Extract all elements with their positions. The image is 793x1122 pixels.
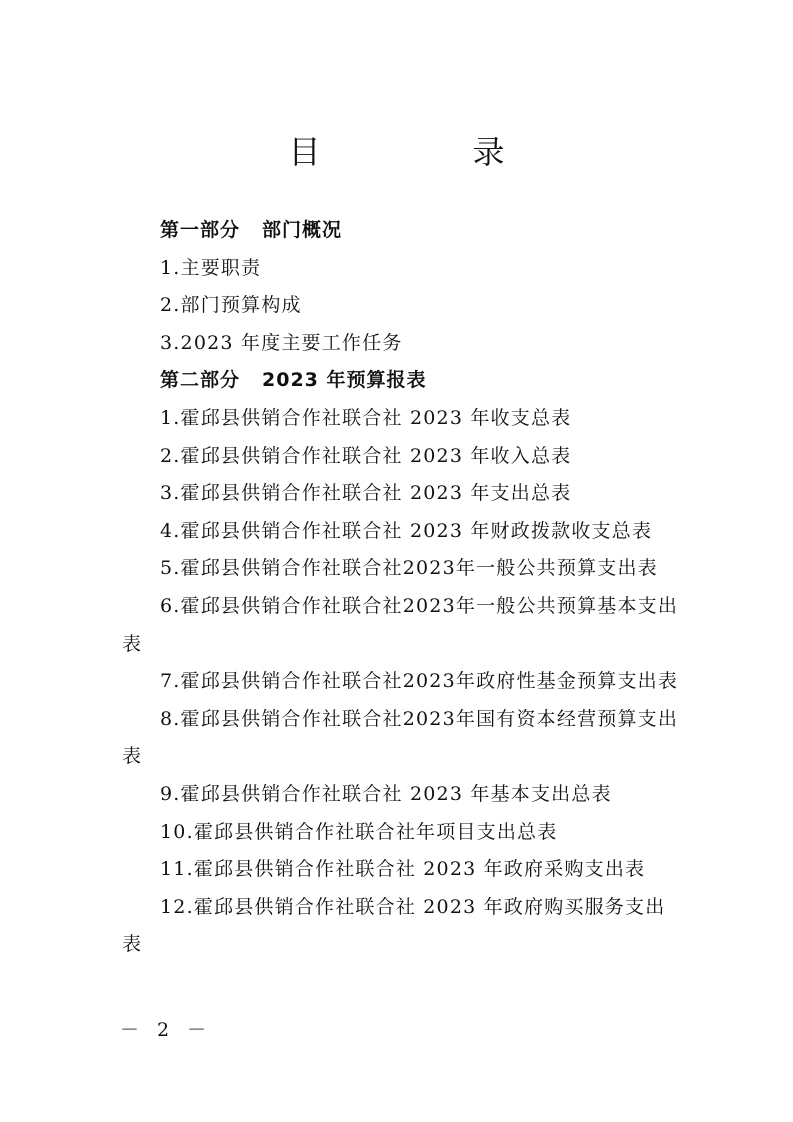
part2-title: 2023 年预算报表 — [262, 369, 427, 392]
toc-item: 12.霍邱县供销合作社联合社 2023 年政府购买服务支出表 — [122, 895, 666, 956]
toc-item: 9.霍邱县供销合作社联合社 2023 年基本支出总表 — [160, 782, 612, 805]
toc-item: 2.霍邱县供销合作社联合社 2023 年收入总表 — [160, 444, 572, 467]
toc-item: 3.2023 年度主要工作任务 — [160, 331, 403, 354]
toc-item: 11.霍邱县供销合作社联合社 2023 年政府采购支出表 — [160, 858, 646, 881]
toc-item: 5.霍邱县供销合作社联合社2023年一般公共预算支出表 — [160, 557, 658, 580]
toc-item: 6.霍邱县供销合作社联合社2023年一般公共预算基本支出表 — [122, 594, 679, 655]
toc-item: 10.霍邱县供销合作社联合社年项目支出总表 — [160, 820, 558, 843]
toc-item: 1.主要职责 — [160, 256, 262, 279]
toc-item: 1.霍邱县供销合作社联合社 2023 年收支总表 — [160, 406, 572, 429]
table-of-contents — [122, 212, 682, 964]
page-title: 目 录 — [288, 133, 565, 171]
part1-label: 第一部分 — [160, 219, 241, 241]
part2-heading — [122, 362, 682, 400]
toc-item: 8.霍邱县供销合作社联合社2023年国有资本经营预算支出表 — [122, 707, 679, 768]
toc-item: 7.霍邱县供销合作社联合社2023年政府性基金预算支出表 — [160, 670, 679, 693]
part2-label: 第二部分 — [160, 369, 241, 392]
toc-item: 4.霍邱县供销合作社联合社 2023 年财政拨款收支总表 — [160, 519, 653, 542]
page-number: － 2 － — [120, 1019, 213, 1041]
part1-heading — [122, 212, 682, 250]
part1-title: 部门概况 — [262, 219, 343, 241]
toc-item: 3.霍邱县供销合作社联合社 2023 年支出总表 — [160, 482, 572, 505]
toc-item: 2.部门预算构成 — [160, 294, 302, 317]
